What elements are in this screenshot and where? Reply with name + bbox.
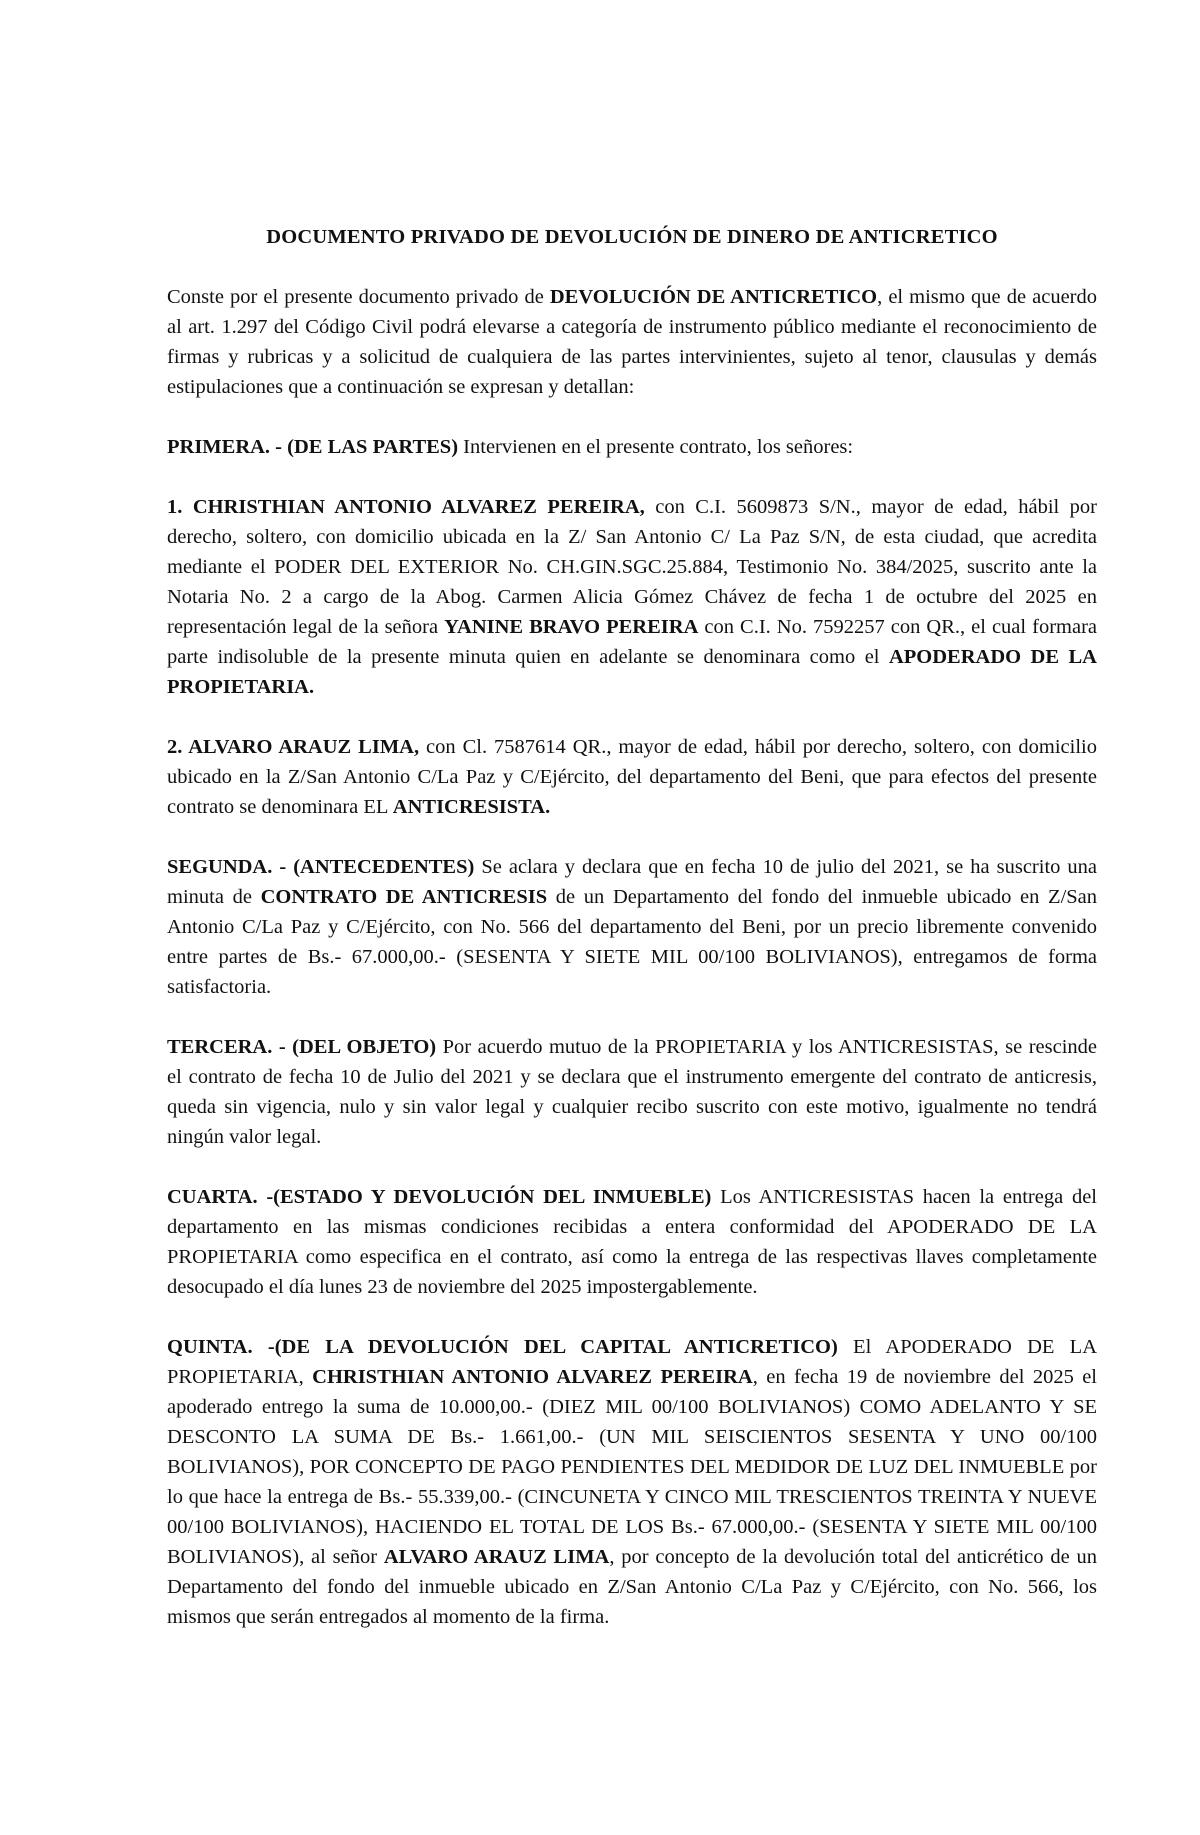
clause-cuarta-text: Los ANTICRESISTAS hacen la entrega del departamento en las mismas condiciones recibidas a entera conformidad del APODERADO DE LA PROPIETARIA como especifica en el contrato, así como la entrega de las respectivas llaves completamente desocupado el día lunes 23 de noviembre del 2025 impostergablemente. [167,1186,1097,1298]
clause-primera-heading: PRIMERA. - (DE LAS PARTES) [167,436,459,458]
party-1-text-2: con C.I. No. 7592257 con QR., el cual formara parte indisoluble de la presente minuta quien en adelante se denominara como el [167,616,1097,668]
clause-quinta-bold-2: ALVARO ARAUZ LIMA [383,1546,610,1568]
party-2-name: 2. ALVARO ARAUZ LIMA, [167,736,420,758]
document-title: DOCUMENTO PRIVADO DE DEVOLUCIÓN DE DINERO DE ANTICRETICO [266,226,998,248]
clause-segunda [167,852,1097,1002]
clause-segunda-text-2: de un Departamento del fondo del inmueble ubicado en Z/San Antonio C/La Paz y C/Ejército, con No. 566 del departamento del Beni, por un precio libremente convenido entre partes de Bs.- 67.000,00.- (SESENTA Y SIETE MIL 00/100 BOLIVIANOS), entregamos de forma satisfactoria. [167,886,1098,998]
party-1-role: APODERADO DE LA PROPIETARIA. [167,646,1097,698]
clause-segunda-heading: SEGUNDA. - (ANTECEDENTES) [167,856,475,878]
party-1-name: 1. CHRISTHIAN ANTONIO ALVAREZ PEREIRA, [167,496,645,518]
clause-cuarta [167,1182,1097,1302]
clause-primera [167,432,1097,462]
clause-quinta-bold-1: CHRISTHIAN ANTONIO ALVAREZ PEREIRA [312,1366,753,1388]
document-body [167,222,1097,1662]
party-1-paragraph [167,492,1097,702]
clause-tercera-text: Por acuerdo mutuo de la PROPIETARIA y los ANTICRESISTAS, se rescinde el contrato de fecha 10 de Julio del 2021 y se declara que el instrumento emergente del contrato de anticresis, queda sin vigencia, nulo y sin valor legal y cualquier recibo suscrito con este motivo, igualmente no tendrá ningún valor legal. [167,1036,1097,1148]
intro-text-2: , el mismo que de acuerdo al art. 1.297 del Código Civil podrá elevarse a categoría de instrumento público mediante el reconocimiento de firmas y rubricas y a solicitud de cualquiera de las partes intervinientes, sujeto al tenor, clausulas y demás estipulaciones que a continuación se expresan y detallan: [167,286,1097,398]
clause-quinta-heading: QUINTA. -(DE LA DEVOLUCIÓN DEL CAPITAL ANTICRETICO) [167,1336,838,1358]
party-2-paragraph [167,732,1097,822]
clause-quinta-text-3: , por concepto de la devolución total del anticrético de un Departamento del fondo del inmueble ubicado en Z/San Antonio C/La Paz y C/Ejército, con No. 566, los mismos que serán entregados al momento de la firma. [167,1546,1097,1628]
party-2-role: ANTICRESISTA. [392,796,551,818]
intro-text-1: Conste por el presente documento privado de [167,286,550,308]
clause-tercera [167,1032,1097,1152]
clause-primera-text: Intervienen en el presente contrato, los señores: [458,436,854,458]
party-1-text-1: con C.I. 5609873 S/N., mayor de edad, hábil por derecho, soltero, con domicilio ubicada en la Z/ San Antonio C/ La Paz S/N, de esta ciudad, que acredita mediante el PODER DEL EXTERIOR No. CH.GIN.SGC.25.884, Testimonio No. 384/2025, suscrito ante la Notaria No. 2 a cargo de la Abog. Carmen Alicia Gómez Chávez de fecha 1 de octubre del 2025 en representación legal de la señora [167,496,1098,638]
intro-paragraph [167,282,1097,402]
party-2-text-1: con Cl. 7587614 QR., mayor de edad, hábil por derecho, soltero, con domicilio ubicado en la Z/San Antonio C/La Paz y C/Ejército, del departamento del Beni, que para efectos del presente contrato se denominara EL [167,736,1097,818]
clause-segunda-bold: CONTRATO DE ANTICRESIS [260,886,548,908]
clause-quinta-text-1: El APODERADO DE LA PROPIETARIA, [167,1336,1098,1388]
clause-quinta [167,1332,1097,1632]
party-1-principal-name: YANINE BRAVO PEREIRA [444,616,699,638]
intro-bold-1: DEVOLUCIÓN DE ANTICRETICO [549,286,878,308]
clause-tercera-heading: TERCERA. - (DEL OBJETO) [167,1036,437,1058]
clause-segunda-text-1: Se aclara y declara que en fecha 10 de julio del 2021, se ha suscrito una minuta de [167,856,1097,908]
clause-quinta-text-2: , en fecha 19 de noviembre del 2025 el apoderado entrego la suma de 10.000,00.- (DIEZ MIL 00/100 BOLIVIANOS) COMO ADELANTO Y SE DESCONTO LA SUMA DE Bs.- 1.661,00.- (UN MIL SEISCIENTOS SESENTA Y UNO 00/100 BOLIVIANOS), POR CONCEPTO DE PAGO PENDIENTES DEL MEDIDOR DE LUZ DEL INMUEBLE por lo que hace la entrega de Bs.- 55.339,00.- (CINCUNETA Y CINCO MIL TRESCIENTOS TREINTA Y NUEVE 00/100 BOLIVIANOS), HACIENDO EL TOTAL DE LOS Bs.- 67.000,00.- (SESENTA Y SIETE MIL 00/100 BOLIVIANOS), al señor [167,1366,1098,1568]
clause-cuarta-heading: CUARTA. -(ESTADO Y DEVOLUCIÓN DEL INMUEBLE) [167,1186,712,1208]
